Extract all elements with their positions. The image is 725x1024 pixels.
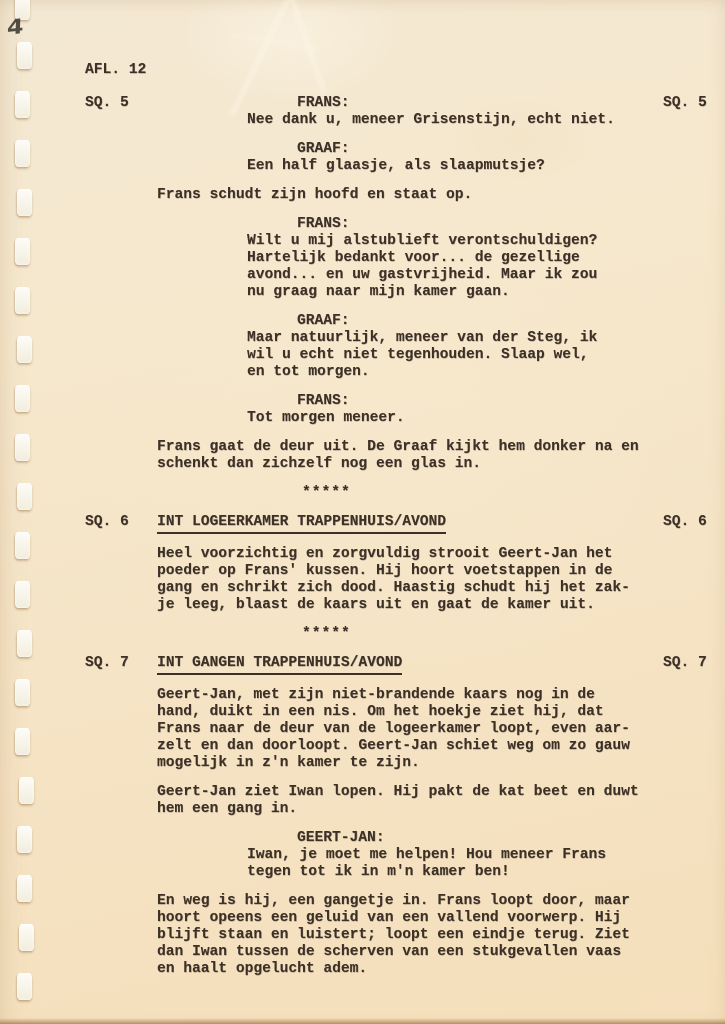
block-action — [157, 784, 717, 818]
action-line: Frans naar de deur van de logeerkamer loopt, even aar- — [157, 721, 630, 737]
dialogue-line: avond... en uw gastvrijheid. Maar ik zou — [247, 267, 598, 283]
binding-holes-strip — [0, 0, 52, 1024]
action-line: gang en schrikt zich dood. Haastig schudt hij het zak- — [157, 580, 630, 596]
block-scene — [85, 514, 717, 534]
action-line: Heel voorzichtig en zorgvuldig strooit Geert-Jan het — [157, 546, 613, 562]
dialogue-line: Een half glaasje, als slaapmutsje? — [247, 158, 545, 174]
binding-hole — [15, 434, 30, 461]
sq-label-right: SQ. 7 — [663, 655, 707, 671]
binding-hole — [15, 728, 30, 755]
binding-hole — [15, 91, 30, 118]
action-line: en haalt opgelucht adem. — [157, 961, 368, 977]
handwritten-page-number: 4 — [6, 14, 25, 40]
block-action — [157, 187, 717, 204]
sq-label-right: SQ. 5 — [663, 95, 707, 111]
dialogue-line: en tot morgen. — [247, 364, 370, 380]
dialogue-cue: FRANS: — [297, 216, 350, 232]
binding-hole — [17, 630, 32, 657]
block-dialogue — [157, 216, 717, 301]
block-separator — [157, 485, 717, 502]
dialogue-line: Wilt u mij alstublieft verontschuldigen? — [247, 233, 598, 249]
block-action — [157, 546, 717, 614]
sq-label-left: SQ. 6 — [85, 514, 129, 530]
block-episode — [85, 62, 717, 79]
block-dialogue — [157, 393, 717, 427]
block-action — [157, 893, 717, 978]
episode-label: AFL. 12 — [85, 62, 147, 78]
binding-hole — [17, 189, 32, 216]
action-line: Geert-Jan, met zijn niet-brandende kaars nog in de — [157, 687, 595, 703]
paper-edge-shadow — [0, 1018, 725, 1024]
binding-hole — [15, 287, 30, 314]
dialogue-line: tegen tot ik in m'n kamer ben! — [247, 864, 510, 880]
action-line: poeder op Frans' kussen. Hij hoort voetstappen in de — [157, 563, 613, 579]
block-scene — [85, 655, 717, 675]
block-dialogue — [157, 313, 717, 381]
dialogue-line: Hartelijk bedankt voor... de gezellige — [247, 250, 580, 266]
block-dialogue — [157, 141, 717, 175]
dialogue-line: Nee dank u, meneer Grisenstijn, echt niet. — [247, 112, 615, 128]
block-separator — [157, 626, 717, 643]
dialogue-cue: FRANS: — [297, 95, 350, 111]
binding-hole — [19, 924, 34, 951]
action-line: zelt en dan doorloopt. Geert-Jan schiet weg om zo gauw — [157, 738, 630, 754]
binding-hole — [15, 385, 30, 412]
action-line: En weg is hij, een gangetje in. Frans loopt door, maar — [157, 893, 630, 909]
dialogue-line: Tot morgen meneer. — [247, 410, 405, 426]
binding-hole — [15, 532, 30, 559]
binding-hole — [15, 238, 30, 265]
binding-hole — [17, 336, 32, 363]
action-line: hand, duikt in een nis. Om het hoekje ziet hij, dat — [157, 704, 604, 720]
binding-hole — [17, 42, 32, 69]
dialogue-cue: FRANS: — [297, 393, 350, 409]
block-dialogue — [85, 95, 717, 129]
sq-label-left: SQ. 7 — [85, 655, 129, 671]
action-line: Geert-Jan ziet Iwan lopen. Hij pakt de kat beet en duwt — [157, 784, 639, 800]
scene-heading: INT GANGEN TRAPPENHUIS/AVOND — [157, 655, 402, 675]
scene-heading: INT LOGEERKAMER TRAPPENHUIS/AVOND — [157, 514, 446, 534]
binding-hole — [19, 777, 34, 804]
binding-hole — [15, 581, 30, 608]
action-line: blijft staan en luistert; loopt een eindje terug. Ziet — [157, 927, 630, 943]
binding-hole — [15, 140, 30, 167]
action-line: hem een gang in. — [157, 801, 298, 817]
block-dialogue — [157, 830, 717, 881]
action-line: dan Iwan tussen de scherven van een stukgevallen vaas — [157, 944, 622, 960]
separator-asterisks: ***** — [302, 626, 351, 642]
sq-label-left: SQ. 5 — [85, 95, 129, 111]
dialogue-line: Iwan, je moet me helpen! Hou meneer Frans — [247, 847, 607, 863]
action-line: Frans schudt zijn hoofd en staat op. — [157, 187, 473, 203]
dialogue-line: Maar natuurlijk, meneer van der Steg, ik — [247, 330, 598, 346]
separator-asterisks: ***** — [302, 485, 351, 501]
action-line: schenkt dan zichzelf nog een glas in. — [157, 456, 482, 472]
script-content — [85, 62, 717, 978]
dialogue-cue: GRAAF: — [297, 313, 350, 329]
block-action — [157, 439, 717, 473]
binding-hole — [17, 826, 32, 853]
dialogue-line: nu graag naar mijn kamer gaan. — [247, 284, 510, 300]
action-line: hoort opeens een geluid van een vallend voorwerp. Hij — [157, 910, 622, 926]
dialogue-cue: GRAAF: — [297, 141, 350, 157]
action-line: Frans gaat de deur uit. De Graaf kijkt hem donker na en — [157, 439, 639, 455]
block-action — [157, 687, 717, 772]
dialogue-line: wil u echt niet tegenhouden. Slaap wel, — [247, 347, 589, 363]
binding-hole — [17, 483, 32, 510]
action-line: mogelijk in z'n kamer te zijn. — [157, 755, 420, 771]
binding-hole — [17, 875, 32, 902]
sq-label-right: SQ. 6 — [663, 514, 707, 530]
binding-hole — [15, 679, 30, 706]
binding-hole — [17, 973, 32, 1000]
dialogue-cue: GEERT-JAN: — [297, 830, 385, 846]
action-line: je leeg, blaast de kaars uit en gaat de kamer uit. — [157, 597, 595, 613]
